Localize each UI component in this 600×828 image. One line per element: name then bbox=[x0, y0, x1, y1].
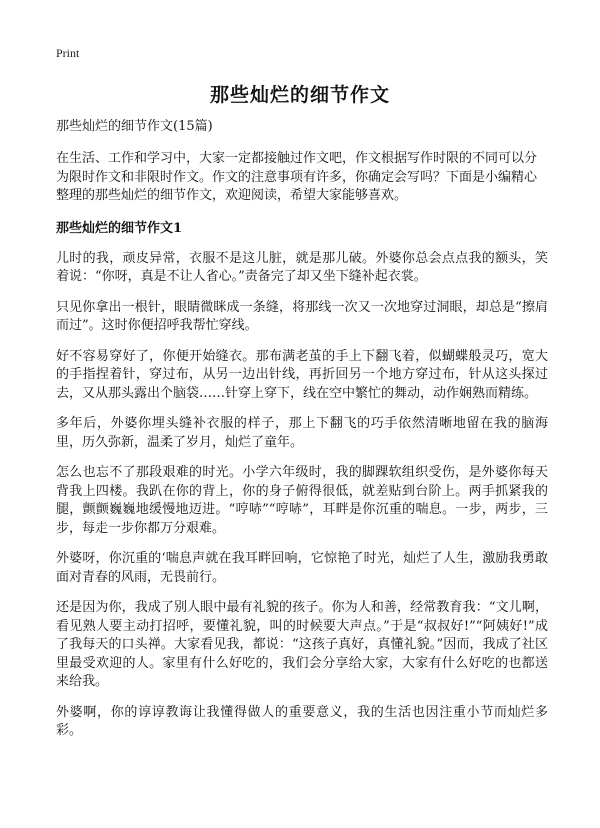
intro-paragraph: 在生活、工作和学习中，大家一定都接触过作文吧，作文根据写作时限的不同可以分为限时作文和非限时作文。作文的注意事项有许多，你确定会写吗？下面是小编精心整理的那些灿烂的细节作文，欢迎阅读，希望大家能够喜欢。 bbox=[56, 151, 538, 203]
print-label[interactable]: Print bbox=[56, 46, 80, 60]
paragraph-8: 外婆啊，你的谆谆教诲让我懂得做人的重要意义，我的生活也因注重小节而灿烂多彩。 bbox=[56, 704, 548, 738]
section-heading: 那些灿烂的细节作文1 bbox=[56, 220, 183, 236]
paragraph-6: 外婆呀，你沉重的‘喘息声就在我耳畔回响，它惊艳了时光，灿烂了人生，激励我勇敢面对青春的风雨，无畏前行。 bbox=[56, 551, 548, 585]
paragraph-2: 只见你拿出一根针，眼睛微眯成一条缝，将那线一次又一次地穿过洞眼，却总是“擦肩而过”。这时你便招呼我帮忙穿线。 bbox=[56, 299, 548, 333]
paragraph-5: 怎么也忘不了那段艰难的时光。小学六年级时，我的脚踝软组织受伤，是外婆你每天背我上四楼。我趴在你的背上，你的身子俯得很低，就差贴到台阶上。两手抓紧我的腿，颤颤巍巍地缓慢地迈进。“哼哧”“哼哧”，耳畔是你沉重的喘息。一步，两步，三步，每走一步你都万分艰难。 bbox=[56, 465, 548, 536]
paragraph-4: 多年后，外婆你埋头缝补衣服的样子，那上下翻飞的巧手依然清晰地留在我的脑海里，历久弥新，温柔了岁月，灿烂了童年。 bbox=[56, 416, 548, 450]
page-title: 那些灿烂的细节作文 bbox=[209, 84, 390, 106]
paragraph-7: 还是因为你，我成了别人眼中最有礼貌的孩子。你为人和善，经常教育我：“文儿啊，看见熟人要主动打招呼，要懂礼貌，叫的时候要大声点。”于是“叔叔好!”“阿姨好!”成了我每天的口头禅。大家看见我，都说：“这孩子真好，真懂礼貌。”因而，我成了社区里最受欢迎的人。家里有什么好吃的，我们会分享给大家，大家有什么好吃的也都送来给我。 bbox=[56, 600, 548, 689]
paragraph-3: 好不容易穿好了，你便开始缝衣。那布满老茧的手上下翻飞着，似蝴蝶般灵巧，宽大的手指捏着针，穿过布，从另一边出针线，再折回另一个地方穿过布，针从这头探过去，又从那头露出个脑袋……针穿上穿下，线在空中繁忙的舞动，动作娴熟而精练。 bbox=[56, 348, 548, 401]
paragraph-1: 儿时的我，顽皮异常，衣服不是这儿脏，就是那儿破。外婆你总会点点我的额头，笑着说：“你呀，真是不让人省心。”责备完了却又坐下缝补起衣裳。 bbox=[56, 250, 548, 284]
article-subtitle: 那些灿烂的细节作文(15篇) bbox=[56, 119, 213, 134]
article-body bbox=[56, 118, 548, 753]
